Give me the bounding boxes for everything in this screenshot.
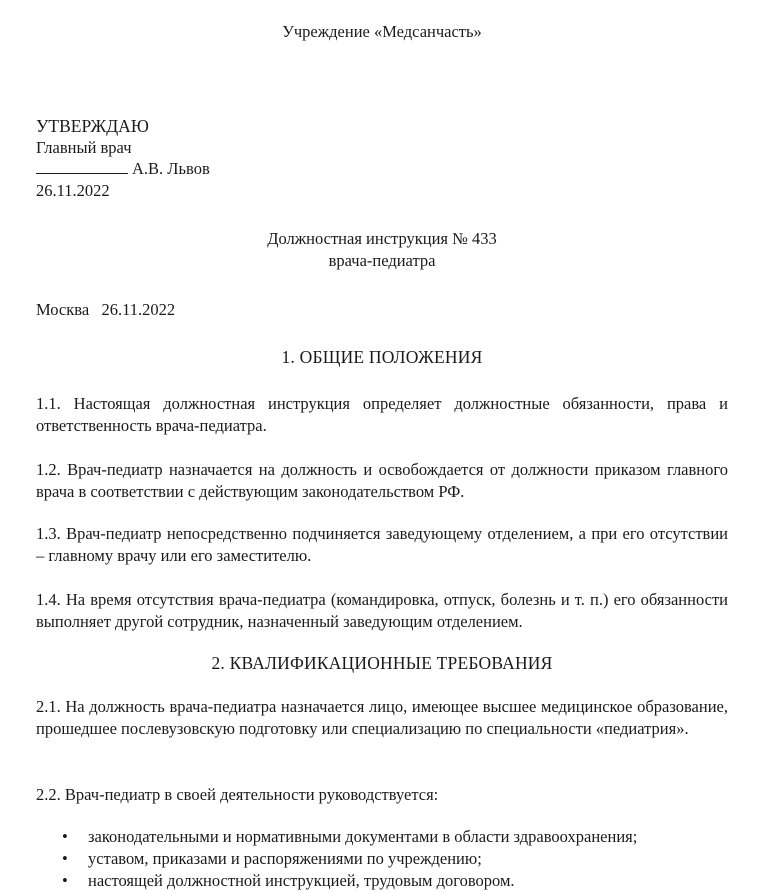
paragraph-1-4: 1.4. На время отсутствия врача-педиатра (командировка, отпуск, болезнь и т. п.) его обязанности выполняет другой сотрудник, назначенный заведующим отделением.: [36, 590, 728, 631]
section-heading: 2. КВАЛИФИКАЦИОННЫЕ ТРЕБОВАНИЯ: [211, 653, 553, 673]
guidance-list: [60, 826, 740, 892]
list-item: [60, 826, 740, 848]
paragraph-1-3: 1.3. Врач-педиатр непосредственно подчиняется заведующему отделением, а при его отсутствии – главному врачу или его заместителю.: [36, 524, 728, 565]
approval-signer: А.В. Львов: [132, 159, 210, 178]
bullet-icon: •: [62, 849, 68, 868]
paragraph-2-1: 2.1. На должность врача-педиатра назначается лицо, имеющее высшее медицинское образование, прошедшее послевузовскую подготовку или специализацию по специальности «педиатрия».: [36, 697, 728, 738]
place-and-date: Москва 26.11.2022: [36, 300, 176, 319]
document-subtitle: врача-педиатра: [328, 251, 436, 270]
paragraph-2-2: 2.2. Врач-педиатр в своей деятельности руководствуется:: [36, 785, 439, 804]
approval-date: 26.11.2022: [36, 181, 110, 200]
institution-name: Учреждение «Медсанчасть»: [282, 22, 482, 41]
list-item-text: настоящей должностной инструкцией, трудовым договором.: [88, 871, 515, 890]
list-item: [60, 848, 740, 870]
paragraph-1-1: 1.1. Настоящая должностная инструкция определяет должностные обязанности, права и ответственность врача-педиатра.: [36, 394, 728, 435]
signature-blank: [36, 159, 128, 174]
approval-signature-line: [36, 159, 210, 179]
bullet-icon: •: [62, 827, 68, 846]
approval-position: Главный врач: [36, 138, 132, 157]
list-item: [60, 870, 740, 892]
section-heading: 1. ОБЩИЕ ПОЛОЖЕНИЯ: [281, 347, 483, 367]
paragraph-1-2: 1.2. Врач-педиатр назначается на должность и освобождается от должности приказом главного врача в соответствии с действующим законодательством РФ.: [36, 460, 728, 501]
bullet-icon: •: [62, 871, 68, 890]
document-title: Должностная инструкция № 433: [267, 229, 497, 248]
approval-title: УТВЕРЖДАЮ: [36, 116, 149, 136]
list-item-text: законодательными и нормативными документами в области здравоохранения;: [88, 827, 638, 846]
list-item-text: уставом, приказами и распоряжениями по учреждению;: [88, 849, 482, 868]
